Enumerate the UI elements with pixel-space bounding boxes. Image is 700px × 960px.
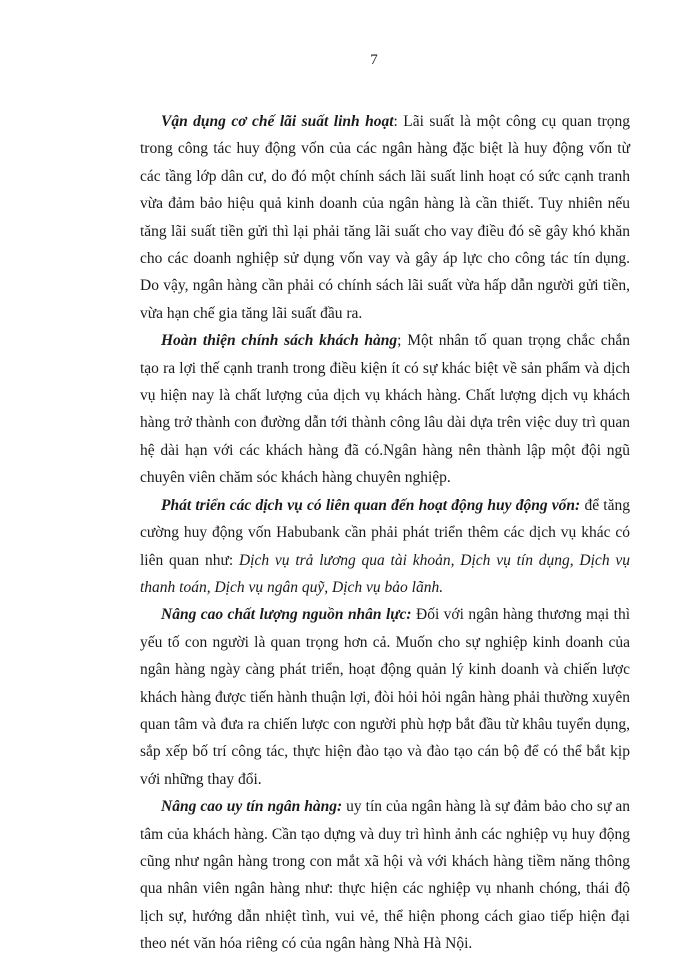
paragraph-text: ; Một nhân tố quan trọng chắc chắn tạo ra lợi thế cạnh tranh trong điều kiện ít có sự khác biệt về sản phẩm và dịch vụ hiện nay là chất lượng của dịch vụ khách hàng. Chất lượng dịch vụ khách hàng trở thành con đường dẫn tới thành công lâu dài dựa trên việc duy trì quan hệ dài hạn với các khách hàng đã có.Ngân hàng nên thành lập một đội ngũ chuyên viên chăm sóc khách hàng chuyên nghiệp. [140,332,630,487]
paragraph-human-resources [140,601,630,793]
paragraph-heading: Nâng cao chất lượng nguồn nhân lực: [161,606,412,624]
paragraph-text: : Lãi suất là một công cụ quan trọng trong công tác huy động vốn của các ngân hàng đặc biệt là huy động vốn từ các tầng lớp dân cư, do đó một chính sách lãi suất linh hoạt có sức cạnh tranh vừa đảm bảo hiệu quả kinh doanh của ngân hàng là cần thiết. Tuy nhiên nếu tăng lãi suất tiền gửi thì lại phải tăng lãi suất cho vay điều đó sẽ gây khó khăn cho các doanh nghiệp sử dụng vốn vay và gây áp lực cho công tác tín dụng. Do vậy, ngân hàng cần phải có chính sách lãi suất vừa hấp dẫn người gửi tiền, vừa hạn chế gia tăng lãi suất đầu ra. [140,113,630,322]
paragraph-heading: Phát triển các dịch vụ có liên quan đến hoạt động huy động vốn: [161,496,581,514]
paragraph-heading: Hoàn thiện chính sách khách hàng [161,332,398,350]
paragraph-customer-policy [140,327,630,491]
paragraph-text: Đối với ngân hàng thương mại thì yếu tố con người là quan trọng hơn cả. Muốn cho sự nghiệp kinh doanh của ngân hàng ngày càng phát triển, hoạt động quản lý kinh doanh và chiến lược khách hàng được tiến hành thuận lợi, đòi hỏi hỏi ngân hàng phải thường xuyên quan tâm và đưa ra chiến lược con người phù hợp bắt đầu từ khâu tuyển dụng, sắp xếp bố trí công tác, thực hiện đào tạo và đào tạo cán bộ để có thể bắt kịp với những thay đổi. [140,606,630,788]
paragraph-heading: Vận dụng cơ chế lãi suất linh hoạt [161,113,394,130]
paragraph-text: uy tín của ngân hàng là sự đảm bảo cho sự an tâm của khách hàng. Cần tạo dựng và duy trì hình ảnh các nghiệp vụ huy động cũng như ngân hàng trong con mắt xã hội và với khách hàng tiềm năng thông qua nhân viên ngân hàng như: thực hiện các nghiệp vụ nhanh chóng, thái độ lịch sự, hướng dẫn nhiệt tình, vui vẻ, thể hiện phong cách giao tiếp hiện đại theo nét văn hóa riêng có của ngân hàng Nhà Hà Nội. [140,798,630,953]
paragraph-interest-rate [140,108,630,327]
document-body [140,108,630,958]
paragraph-bank-reputation [140,793,630,957]
paragraph-heading: Nâng cao uy tín ngân hàng: [161,798,343,816]
paragraph-italic-services: Dịch vụ trả lương qua tài khoản, Dịch vụ tín dụng, Dịch vụ thanh toán, Dịch vụ ngân quỹ, Dịch vụ bảo lãnh. [140,551,630,596]
page-number: 7 [370,52,378,68]
paragraph-text: để tăng cường huy động vốn Habubank cần phải phát triển thêm các dịch vụ khác có liên quan như: [140,496,630,569]
paragraph-related-services [140,492,630,602]
